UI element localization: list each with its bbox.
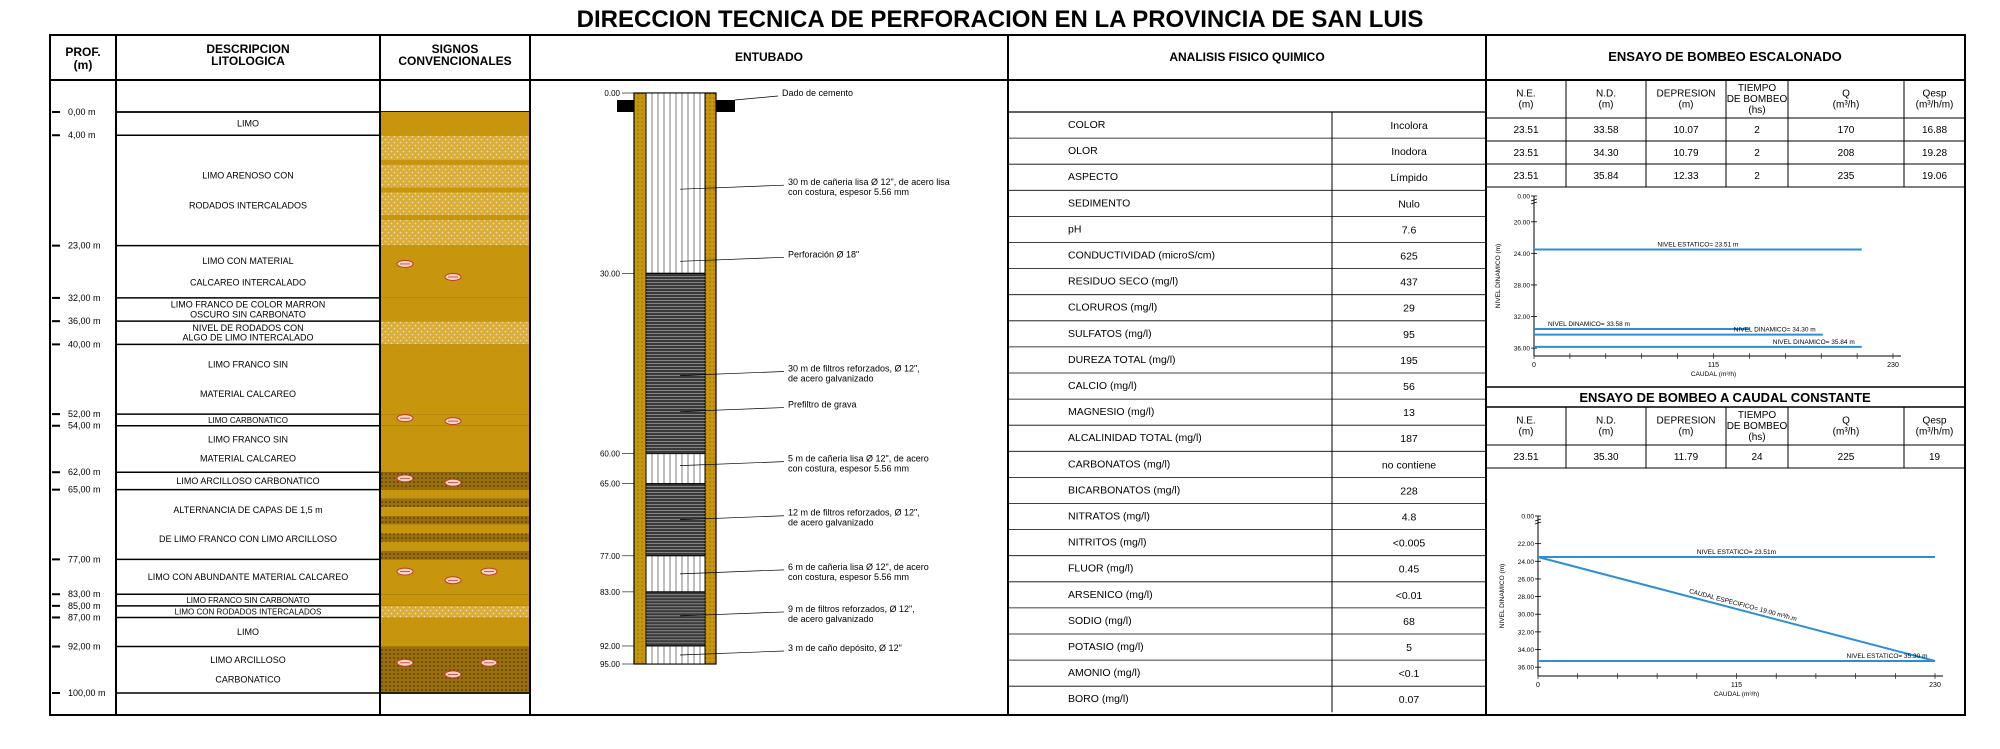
chart-caudal-constante-x-label: CAUDAL (m³/h) [1713, 691, 1760, 698]
analysis-param: ARSENICO (mg/l) [1068, 588, 1153, 601]
ensayo2-header: Q [1842, 415, 1850, 427]
analysis-value: <0.005 [1392, 537, 1426, 550]
lithology-pattern [381, 525, 529, 534]
lithology-pattern [381, 426, 529, 472]
chart-caudal-constante-series-label: CAUDAL ESPECIFICO= 19.00 m³/h.m [1688, 588, 1798, 624]
analysis-value: <0.01 [1395, 589, 1423, 602]
depth-label: 65,00 m [68, 484, 101, 495]
chart-escalonado-x-tick-label: 0 [1532, 362, 1536, 369]
chart-caudal-constante-series-label: NIVEL ESTATICO= 23.51m [1696, 548, 1777, 556]
layer-description: LIMO [236, 118, 260, 129]
ensayo2-header: N.D. [1596, 415, 1616, 427]
lithology-pattern [381, 606, 529, 618]
depth-label: 92,00 m [68, 641, 101, 652]
chart-caudal-constante-y-tick-label: 22.00 [1517, 541, 1534, 549]
depth-label: 100,00 m [68, 688, 106, 698]
header-descripcion: DESCRIPCION LITOLOGICA [206, 42, 290, 68]
lithology-pattern [381, 160, 529, 165]
ensayo1-cell: 19.28 [1921, 148, 1948, 159]
layer-description: LIMO ARENOSO CON [202, 170, 294, 181]
analysis-value: 68 [1403, 615, 1415, 628]
lithology-pattern [381, 344, 529, 414]
analysis-param: BICARBONATOS (mg/l) [1068, 484, 1181, 497]
layer-description: ALGO DE LIMO INTERCALADO [182, 332, 314, 343]
depth-label: 85,00 m [68, 600, 101, 611]
casing-note: de acero galvanizado [788, 373, 874, 384]
analysis-param: COLOR [1068, 119, 1106, 131]
ensayo2-header: (m) [1598, 426, 1614, 438]
layer-description: OSCURO SIN CARBONATO [190, 309, 306, 320]
ensayo2-header: (m) [1678, 426, 1694, 438]
analysis-param: pH [1068, 223, 1082, 236]
ensayo2-header: Qesp [1922, 415, 1947, 427]
chart-escalonado-y-tick-label: 20.00 [1513, 219, 1530, 227]
analysis-value: Incolora [1390, 120, 1428, 132]
analysis-value: 95 [1403, 328, 1415, 341]
ensayo2-header: (m³/h/m) [1915, 426, 1954, 438]
depth-label: 87,00 m [68, 612, 101, 623]
ensayo1-cell: 235 [1837, 171, 1855, 182]
analysis-param: RESIDUO SECO (mg/l) [1068, 275, 1179, 288]
lithology-pattern [381, 298, 529, 321]
chart-caudal-constante-x-tick-label: 115 [1730, 682, 1743, 689]
chart-escalonado-y-tick-label: 36.00 [1513, 345, 1530, 353]
header-analisis: ANALISIS FISICO QUIMICO [1169, 50, 1325, 64]
depth-label: 52,00 m [68, 409, 101, 420]
ensayo2-cell: 19 [1928, 452, 1941, 463]
chart-escalonado-y-tick-label: 0.00 [1517, 193, 1530, 201]
ensayo1-header: (m) [1678, 99, 1694, 111]
chart-caudal-constante-x-tick-label: 230 [1929, 682, 1941, 689]
casing-note: con costura, espesor 5.56 mm [788, 571, 910, 582]
depth-label: 32,00 m [68, 292, 101, 303]
ensayo1-cell: 23.51 [1513, 171, 1539, 182]
depth-label: 40,00 m [68, 339, 101, 350]
chart-escalonado-x-tick-label: 115 [1707, 362, 1720, 369]
header-prof: PROF. (m) [65, 45, 101, 72]
ensayo1-header: (m) [1518, 99, 1534, 111]
chart-escalonado-series-label: NIVEL DINAMICO= 33.58 m [1548, 321, 1630, 328]
analysis-value: 4.8 [1401, 511, 1417, 524]
ensayo1-cell: 16.88 [1921, 125, 1948, 136]
ensayo1-cell: 23.51 [1513, 148, 1539, 159]
chart-escalonado [1495, 194, 1901, 379]
chart-caudal-constante-y-tick-label: 32.00 [1517, 629, 1534, 637]
casing-diagram [600, 88, 950, 669]
chart-escalonado-y-tick-label: 28.00 [1513, 282, 1530, 290]
lithology-pattern [381, 112, 529, 135]
ensayo1-header: (m³/h/m) [1915, 99, 1954, 111]
blank-pipe [646, 454, 705, 484]
blank-pipe [646, 556, 705, 592]
ensayo2-cell: 24 [1751, 452, 1763, 463]
ensayo1-cell: 35.84 [1593, 171, 1619, 182]
analysis-value: 437 [1400, 276, 1418, 289]
chart-escalonado-series-label: NIVEL DINAMICO= 35.84 m [1772, 338, 1855, 346]
ensayo1-cell: 23.51 [1513, 125, 1539, 136]
ensayo1-cell: 2 [1754, 171, 1760, 182]
casing-note: 30 m de cañeria lisa Ø 12", de acero lisa [788, 177, 950, 188]
casing-note: 3 m de caño depósito, Ø 12" [788, 642, 902, 653]
depth-label: 36,00 m [68, 316, 101, 327]
casing-note: Prefiltro de grava [788, 399, 857, 410]
casing-depth-label: 65.00 [599, 479, 620, 489]
chart-escalonado-x-tick-label: 230 [1887, 362, 1899, 369]
ensayo1-cell: 2 [1754, 125, 1760, 136]
chart-escalonado-y-label: NIVEL DINAMICO (m) [1495, 243, 1502, 309]
chart-caudal-constante-series-line [1538, 557, 1935, 661]
layer-description: LIMO FRANCO DE COLOR MARRON [170, 299, 326, 310]
chart-caudal-constante-y-label: NIVEL DINAMICO (m) [1499, 563, 1506, 629]
layer-description: MATERIAL CALCAREO [199, 453, 297, 464]
lithology-pattern [381, 507, 529, 516]
lithology-pattern [381, 498, 529, 507]
chart-escalonado-x-label: CAUDAL (m³/h) [1690, 371, 1737, 378]
ensayo1-cell: 10.07 [1673, 125, 1699, 136]
ensayo1-cell: 10.79 [1673, 148, 1699, 159]
ensayo1-cell: 170 [1837, 125, 1855, 136]
ensayo1-header: DEPRESION [1656, 88, 1716, 100]
casing-depth-label: 77.00 [599, 551, 620, 561]
lithology-pattern [381, 542, 529, 551]
ensayo1-cell: 12.33 [1673, 171, 1699, 182]
lithology-pattern [381, 321, 529, 344]
chart-caudal-constante-series-label: NIVEL ESTATICO= 35.30 m [1846, 653, 1928, 660]
analysis-param: ALCALINIDAD TOTAL (mg/l) [1068, 432, 1202, 445]
chart-caudal-constante-y-tick-label: 36.00 [1517, 664, 1534, 672]
chart-caudal-constante-y-tick-label: 28.00 [1517, 594, 1534, 602]
analysis-param: NITRATOS (mg/l) [1068, 510, 1150, 523]
blank-pipe [646, 93, 705, 273]
analysis-value: no contiene [1381, 459, 1437, 472]
analysis-param: CALCIO (mg/l) [1068, 380, 1137, 392]
casing-note: Dado de cemento [782, 88, 854, 98]
casing-note: 12 m de filtros reforzados, Ø 12", [788, 507, 920, 518]
ensayo1-cell: 34.30 [1593, 148, 1619, 159]
lithology-pattern [381, 617, 529, 646]
analysis-param: BORO (mg/l) [1068, 693, 1129, 706]
depth-label: 23,00 m [68, 240, 101, 251]
lithology-column [116, 112, 530, 693]
chart-caudal-constante-y-tick-label: 24.00 [1517, 558, 1534, 566]
note-leader [735, 96, 778, 100]
analysis-value: 187 [1400, 433, 1418, 446]
analysis-param: OLOR [1068, 145, 1098, 158]
lithology-pattern [381, 215, 529, 220]
casing-note: de acero galvanizado [788, 613, 874, 624]
depth-column [52, 107, 106, 698]
analysis-param: AMONIO (mg/l) [1068, 667, 1141, 680]
casing-depth-label: 30.00 [599, 269, 620, 279]
casing-depth-label: 60.00 [599, 449, 620, 459]
depth-label: 77,00 m [68, 554, 101, 565]
analysis-param: CONDUCTIVIDAD (microS/cm) [1068, 249, 1215, 262]
layer-description: LIMO ARCILLOSO CARBONATICO [176, 475, 320, 486]
analysis-value: 13 [1403, 407, 1415, 420]
ensayo2-header: (m³/h) [1832, 426, 1860, 438]
analysis-value: 5 [1406, 642, 1412, 654]
ensayo2-cell: 11.79 [1673, 452, 1699, 463]
chart-caudal-constante [1499, 514, 1943, 699]
lithology-pattern [381, 647, 529, 693]
ensayo2-header: DE BOMBEO [1726, 421, 1788, 432]
ensayo2-cell: 23.51 [1513, 452, 1539, 463]
ensayo2-cell: 225 [1837, 452, 1855, 463]
chart-escalonado-y-tick-label: 24.00 [1513, 250, 1530, 258]
casing-depth-label: 92.00 [599, 641, 620, 651]
chart-escalonado-y-tick-label: 32.00 [1513, 314, 1530, 322]
layer-description: ALTERNANCIA DE CAPAS DE 1,5 m [173, 504, 323, 515]
layer-description: LIMO CON ABUNDANTE MATERIAL CALCAREO [147, 571, 349, 582]
layer-description: LIMO ARCILLOSO [210, 655, 286, 666]
lithology-pattern [381, 187, 529, 192]
chart-caudal-constante-y-tick-label: 30.00 [1517, 611, 1534, 619]
ensayo1-header: (hs) [1748, 105, 1766, 116]
ensayo1-cell: 208 [1837, 148, 1855, 159]
casing-note: con costura, espesor 5.56 mm [788, 187, 910, 198]
casing-depth-label: 0.00 [604, 89, 620, 98]
ensayo2-header: (hs) [1748, 432, 1766, 443]
lithology-pattern [381, 594, 529, 606]
header-signos: SIGNOS CONVENCIONALES [398, 42, 512, 68]
chart-escalonado-series-label: NIVEL DINAMICO= 34.30 m [1733, 326, 1816, 334]
ensayo1-header: DE BOMBEO [1726, 94, 1788, 105]
header-ensayo-escalonado: ENSAYO DE BOMBEO ESCALONADO [1608, 49, 1842, 64]
analysis-value: 7.6 [1401, 224, 1417, 237]
depth-label: 62,00 m [68, 467, 101, 478]
ensayo1-cell: 33.58 [1593, 125, 1619, 136]
casing-note: 30 m de filtros reforzados, Ø 12", [788, 363, 920, 374]
ensayo1-header: N.E. [1516, 88, 1536, 100]
ensayo2-header: TIEMPO [1737, 410, 1777, 421]
analysis-param: FLUOR (mg/l) [1068, 562, 1134, 575]
layer-description: CARBONATICO [215, 674, 281, 685]
analysis-value: 228 [1400, 485, 1418, 498]
depth-label: 83,00 m [68, 589, 101, 600]
layer-description: LIMO CON RODADOS INTERCALADOS [174, 607, 322, 617]
header-ensayo-constante: ENSAYO DE BOMBEO A CAUDAL CONSTANTE [1579, 390, 1871, 405]
layer-description: CALCAREO INTERCALADO [189, 277, 307, 288]
chart-caudal-constante-y-tick-label: 26.00 [1517, 576, 1534, 584]
analysis-param: CLORUROS (mg/l) [1068, 301, 1158, 314]
analysis-param: SODIO (mg/l) [1068, 614, 1132, 627]
chemical-analysis-table [1008, 112, 1486, 712]
depth-label: 4,00 m [68, 130, 96, 141]
casing-note: 9 m de filtros reforzados, Ø 12", [788, 603, 915, 614]
ensayo1-cell: 19.06 [1921, 171, 1948, 182]
analysis-value: 0.45 [1398, 563, 1420, 576]
page-title: DIRECCION TECNICA DE PERFORACION EN LA PROVINCIA DE SAN LUIS [576, 6, 1424, 33]
lithology-pattern [381, 246, 529, 298]
analysis-value: 56 [1403, 381, 1415, 393]
layer-description: LIMO CARBONATICO [208, 415, 288, 425]
casing-note: 5 m de cañeria lisa Ø 12", de acero [788, 453, 929, 464]
ensayo2-header: DEPRESION [1656, 415, 1716, 427]
analysis-value: Nulo [1398, 198, 1420, 211]
header-entubado: ENTUBADO [735, 50, 803, 64]
casing-depth-label: 95.00 [599, 660, 620, 669]
casing-note: de acero galvanizado [788, 517, 874, 528]
lithology-pattern [381, 516, 529, 525]
analysis-value: Límpido [1390, 172, 1428, 185]
ensayo1-cell: 2 [1754, 148, 1760, 159]
analysis-param: NITRITOS (mg/l) [1068, 536, 1147, 549]
analysis-param: SEDIMENTO [1068, 197, 1131, 210]
ensayo1-header: TIEMPO [1737, 83, 1777, 94]
analysis-value: Inodora [1391, 146, 1427, 159]
analysis-value: 625 [1400, 250, 1418, 263]
depth-label: 54,00 m [68, 420, 101, 431]
layer-description: LIMO FRANCO SIN CARBONATO [186, 596, 310, 606]
ensayo1-header: Q [1842, 88, 1850, 100]
analysis-param: MAGNESIO (mg/l) [1068, 406, 1155, 419]
analysis-value: 29 [1403, 302, 1415, 315]
lithology-pattern [381, 551, 529, 560]
casing-note: 6 m de cañeria lisa Ø 12", de acero [788, 561, 929, 572]
casing-note: Perforación Ø 18" [788, 249, 860, 260]
lithology-pattern [381, 533, 529, 542]
analysis-value: 195 [1400, 354, 1418, 367]
layer-description: LIMO FRANCO SIN [207, 359, 289, 370]
layer-description: LIMO [236, 626, 260, 637]
ensayo1-header: (m) [1598, 99, 1614, 111]
ensayo2-cell: 35.30 [1593, 452, 1619, 463]
chart-caudal-constante-x-tick-label: 0 [1536, 682, 1540, 689]
analysis-param: SULFATOS (mg/l) [1068, 327, 1152, 340]
ensayo1-header: Qesp [1922, 88, 1947, 100]
layer-description: RODADOS INTERCALADOS [188, 200, 308, 211]
casing-depth-label: 83.00 [599, 587, 620, 597]
chart-caudal-constante-y-tick-label: 34.00 [1517, 647, 1534, 655]
analysis-value: <0.1 [1398, 668, 1420, 681]
pumping-test-panel [1486, 80, 1965, 698]
ensayo2-header: (m) [1518, 426, 1534, 438]
layer-description: MATERIAL CALCAREO [199, 388, 297, 399]
ensayo1-header: N.D. [1596, 88, 1616, 100]
layer-description: LIMO FRANCO SIN [207, 434, 289, 445]
analysis-param: DUREZA TOTAL (mg/l) [1068, 353, 1176, 366]
analysis-param: ASPECTO [1068, 171, 1118, 184]
analysis-param: POTASIO (mg/l) [1068, 641, 1144, 653]
blank-pipe [646, 646, 705, 664]
ensayo1-header: (m³/h) [1832, 99, 1860, 111]
depth-label: 0,00 m [68, 107, 96, 117]
analysis-value: 0.07 [1398, 694, 1420, 707]
lithology-pattern [381, 490, 529, 499]
ensayo2-header: N.E. [1516, 415, 1536, 427]
casing-note: con costura, espesor 5.56 mm [788, 463, 910, 474]
layer-description: LIMO CON MATERIAL [202, 255, 294, 266]
analysis-param: CARBONATOS (mg/l) [1068, 458, 1171, 471]
layer-description: NIVEL DE RODADOS CON [192, 322, 304, 333]
layer-description: DE LIMO FRANCO CON LIMO ARCILLOSO [158, 534, 338, 545]
chart-caudal-constante-y-tick-label: 0.00 [1521, 513, 1534, 521]
chart-escalonado-series-label: NIVEL ESTATICO= 23.51 m [1657, 241, 1739, 249]
